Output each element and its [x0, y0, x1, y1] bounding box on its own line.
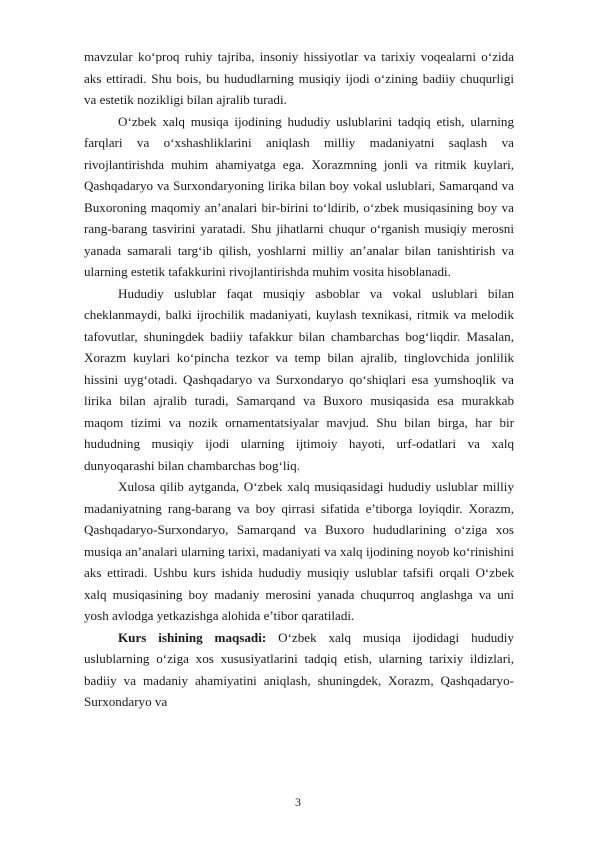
paragraph: O‘zbek xalq musiqa ijodining hududiy uslublarini tadqiq etish, ularning farqlari va o‘xshashliklarini aniqlash milliy madaniyatni saqlash va rivojlantirishda muhim ahamiyatga ega. Xorazmning jonli va ritmik kuylari, Qashqadaryo va Surxondaryoning lirika bilan boy vokal uslublari, Samarqand va Buxoroning maqomiy an’analari bir-birini to‘ldirib, o‘zbek musiqasining boy va rang-barang tasvirini yaratadi. Shu jihatlarni chuqur o‘rganish musiqiy merosni yanada samarali targ‘ib qilish, yoshlarni milliy an’analar bilan tanishtirish va ularning estetik tafakkurini rivojlantirishda muhim vosita hisoblanadi.: [84, 113, 514, 279]
goal-lead: Kurs ishining maqsadi:: [118, 629, 267, 645]
paragraph: mavzular ko‘proq ruhiy tajriba, insoniy hissiyotlar va tarixiy voqealarni o‘zida aks ettiradi. Shu bois, bu hududlarning musiqiy ijodi o‘zining badiiy chuqurligi va estetik nozikligi bilan ajralib turadi.: [84, 49, 514, 107]
paragraph: Hududiy uslublar faqat musiqiy asboblar va vokal uslublari bilan cheklanmaydi, balki ijrochilik madaniyati, kuylash texnikasi, ritmik va melodik tafovutlar, shuningdek badiiy tafakkur bilan chambarchas bog‘liqdir. Masalan, Xorazm kuylari ko‘pincha tezkor va temp bilan ajralib, tinglovchida jonlilik hissini uyg‘otadi. Qashqadaryo va Surxondaryo qo‘shiqlari esa yumshoqlik va lirika bilan ajralib turadi, Samarqand va Buxoro musiqasida esa murakkab maqom tizimi va nozik ornamentatsiyalar mavjud. Shu bilan birga, har bir hududning musiqiy ijodi ularning ijtimoiy hayoti, urf-odatlari va xalq dunyoqarashi bilan chambarchas bog‘liq.: [84, 285, 514, 473]
body-text: [84, 46, 514, 713]
goal-text: O‘zbek xalq musiqa ijodidagi hududiy uslublarning o‘ziga xos xususiyatlarini tadqiq etish, ularning tarixiy ildizlari, badiiy va madaniy ahamiyatini aniqlash, shuningdek, Xorazm, Qashqadaryo-Surxondaryo va: [84, 629, 514, 709]
paragraph: Xulosa qilib aytganda, O‘zbek xalq musiqasidagi hududiy uslublar milliy madaniyatning rang-barang va boy qirrasi sifatida e’tiborga loyiqdir. Xorazm, Qashqadaryo-Surxondaryo, Samarqand va Buxoro hududlarining o‘ziga xos musiqa an’analari ularning tarixi, madaniyati va xalq ijodining noyob ko‘rinishini aks ettiradi. Ushbu kurs ishida hududiy musiqiy uslublar tafsifi orqali O‘zbek xalq musiqasining boy madaniy merosini yanada chuqurroq anglashga va uni yosh avlodga yetkazishga alohida e’tibor qaratiladi.: [84, 479, 514, 623]
goal-paragraph: [84, 627, 514, 713]
page-number: 3: [295, 795, 301, 809]
